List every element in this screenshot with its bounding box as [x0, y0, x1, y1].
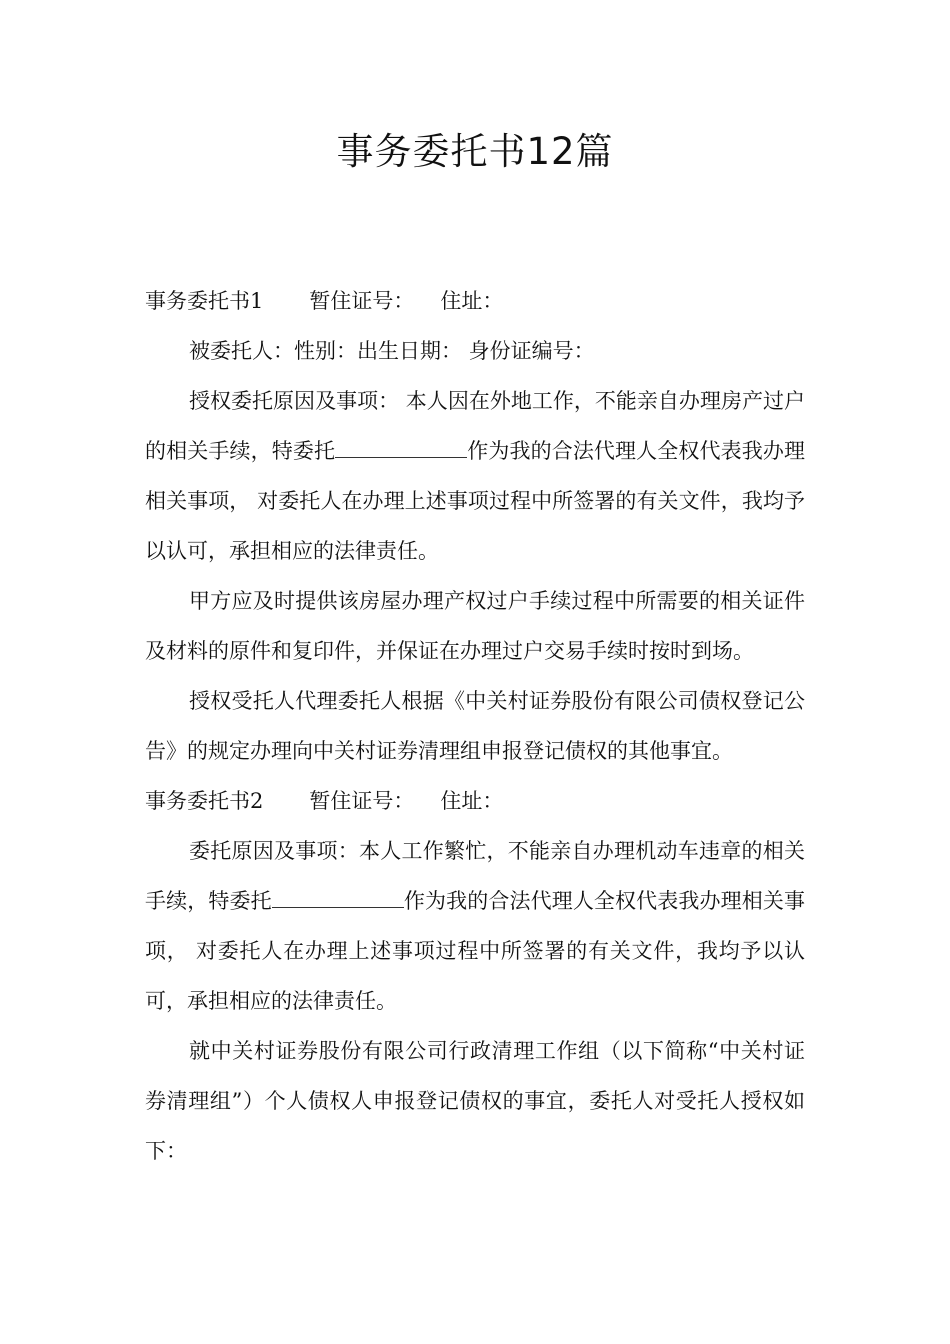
section1-paragraph-3: 授权受托人代理委托人根据《中关村证券股份有限公司债权登记公告》的规定办理向中关村证券清理组申报登记债权的其他事宜。 [145, 689, 805, 763]
document-title: 事务委托书12篇 [336, 130, 614, 173]
section2-header-line [145, 776, 805, 826]
section2-address-label: 住址： [440, 789, 504, 813]
section1-id-label: 暂住证号： [309, 289, 415, 313]
section1-p1-before: 授权委托原因及事项： 本人因在外地工作，不能亲自办理房产过户的相关手续，特委托 [145, 389, 805, 463]
section1-p1-after: 作为我的合法代理人全权代表我办理相关事项， 对委托人在办理上述事项过程中所签署的有关文件，我均予以认可，承担相应的法律责任。 [145, 439, 806, 563]
section2-p1-before: 委托原因及事项：本人工作繁忙，不能亲自办理机动车违章的相关手续，特委托 [145, 839, 805, 913]
section1-header-line [145, 276, 805, 326]
section1-paragraph-1 [145, 376, 805, 576]
section1-agent-line: 被委托人：性别：出生日期： 身份证编号： [189, 339, 595, 363]
section1-heading: 事务委托书1 [145, 289, 264, 313]
section2-paragraph-1 [145, 826, 805, 1026]
section2-paragraph-2: 就中关村证券股份有限公司行政清理工作组（以下简称“中关村证券清理组”）个人债权人申报登记债权的事宜，委托人对受托人授权如下： [145, 1039, 805, 1163]
section2-heading: 事务委托书2 [145, 789, 264, 813]
section2-agent-blank [272, 889, 404, 908]
section2-p1-after: 作为我的合法代理人全权代表我办理相关事项， 对委托人在办理上述事项过程中所签署的有关文件，我均予以认可，承担相应的法律责任。 [145, 889, 806, 1013]
section2-id-label: 暂住证号： [309, 789, 415, 813]
section1-paragraph-2: 甲方应及时提供该房屋办理产权过户手续过程中所需要的相关证件及材料的原件和复印件，并保证在办理过户交易手续时按时到场。 [145, 589, 805, 663]
document-body [145, 276, 805, 1176]
section1-address-label: 住址： [440, 289, 504, 313]
section1-agent-blank [335, 439, 467, 458]
